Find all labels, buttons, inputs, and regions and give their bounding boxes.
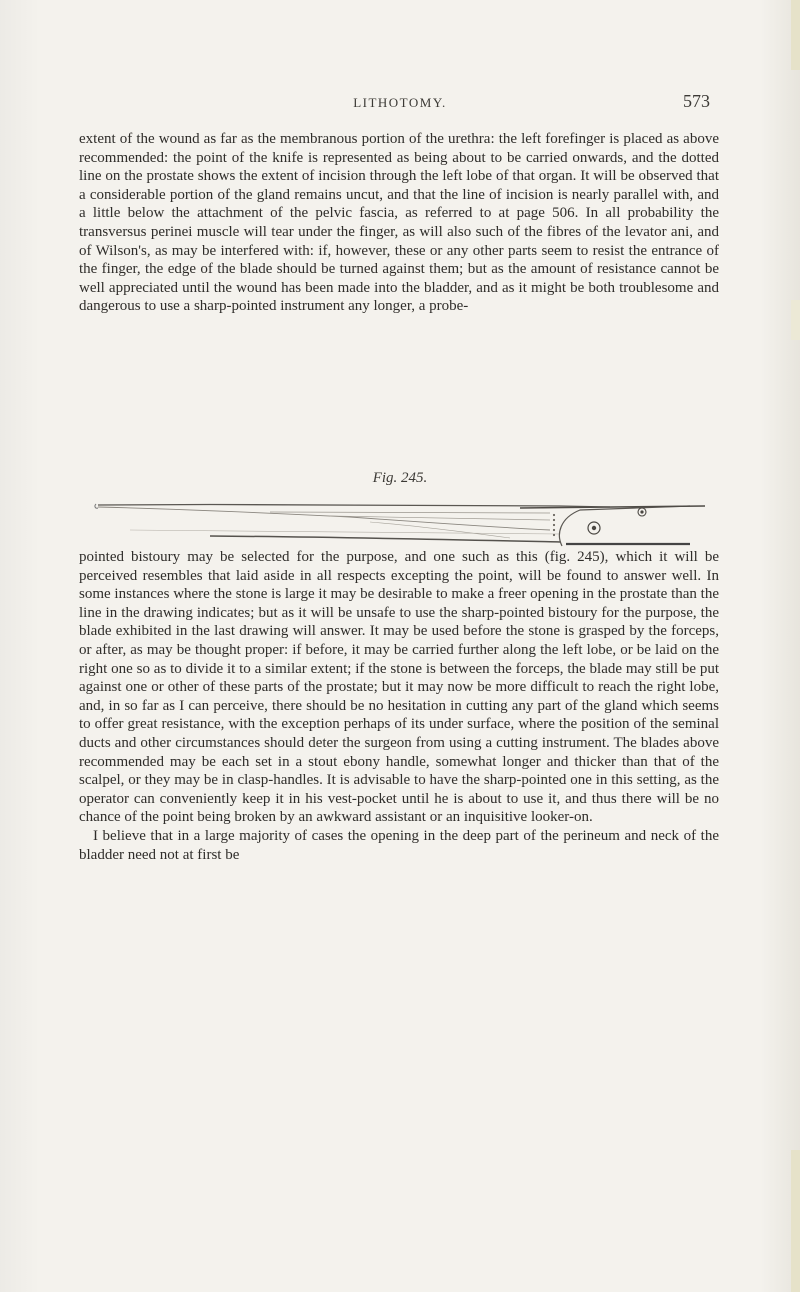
page-edge-stain [791, 300, 800, 340]
paragraph: I believe that in a large majority of cases the opening in the deep part of the perineum and neck of the bladder need not at first be [79, 827, 719, 863]
running-head [0, 91, 800, 119]
running-title: LITHOTOMY. [353, 95, 447, 110]
page-number: 573 [683, 91, 710, 111]
body-text-bottom [79, 548, 719, 864]
figure-caption: Fig. 245. [372, 470, 428, 486]
probe-pointed-bistoury-icon [90, 500, 710, 548]
page-edge-stain [791, 1150, 800, 1292]
paragraph: pointed bistoury may be selected for the purpose, and one such as this (fig. 245), which it will be perceived resembles that laid aside in all respects excepting the point, will be found to answer well. In some instances where the stone is large it may be desirable to make a freer opening in the prostate than the line in the drawing indicates; but as it will be unsafe to use the sharp-pointed bistoury for the purpose, the blade exhibited in the last drawing will answer. It may be used before the stone is grasped by the forceps, or after, as may be thought proper: if before, it may be carried further along the left lobe, or be laid on the right one so as to divide it to a similar extent; if the stone is between the forceps, the blade may still be put against one or other of these parts of the prostate; but it may now be more difficult to reach the right lobe, and, in so far as I can perceive, there should be no hesitation in cutting any part of the gland which seems to offer great resistance, with the exception perhaps of its under surface, where the position of the seminal ducts and other circumstances should deter the surgeon from using a cutting instrument. The blades above recommended may be each set in a stout ebony handle, somewhat longer and thicker than that of the scalpel, or they may be in clasp-handles. It is advisable to have the sharp-pointed one in this setting, as the operator can conveniently keep it in his vest-pocket until he is about to use it, and thus there will be no chance of the point being broken by an awkward assistant or an inquisitive looker-on. [79, 549, 719, 826]
page-edge-stain [791, 0, 800, 70]
body-text-top [79, 130, 719, 316]
paragraph: extent of the wound as far as the membranous portion of the urethra: the left forefinger is placed as above recommended: the point of the knife is represented as being about to be carried onwards, and the dotted line on the prostate shows the extent of incision through the left lobe of that organ. It will be observed that a considerable portion of the gland remains uncut, and that the line of incision is nearly parallel with, and a little below the attachment of the pelvic fascia, as referred to at page 506. In all probability the transversus perinei muscle will tear under the finger, as will also such of the fibres of the levator ani, and of Wilson's, as may be interfered with: if, however, these or any other parts seem to resist the entrance of the finger, the edge of the blade should be turned against them; but as the amount of resistance cannot be well appreciated until the wound has been made into the bladder, and as it might be both troublesome and dangerous to use a sharp-pointed instrument any longer, a probe- [79, 131, 719, 315]
bistoury-drawing [90, 500, 710, 548]
